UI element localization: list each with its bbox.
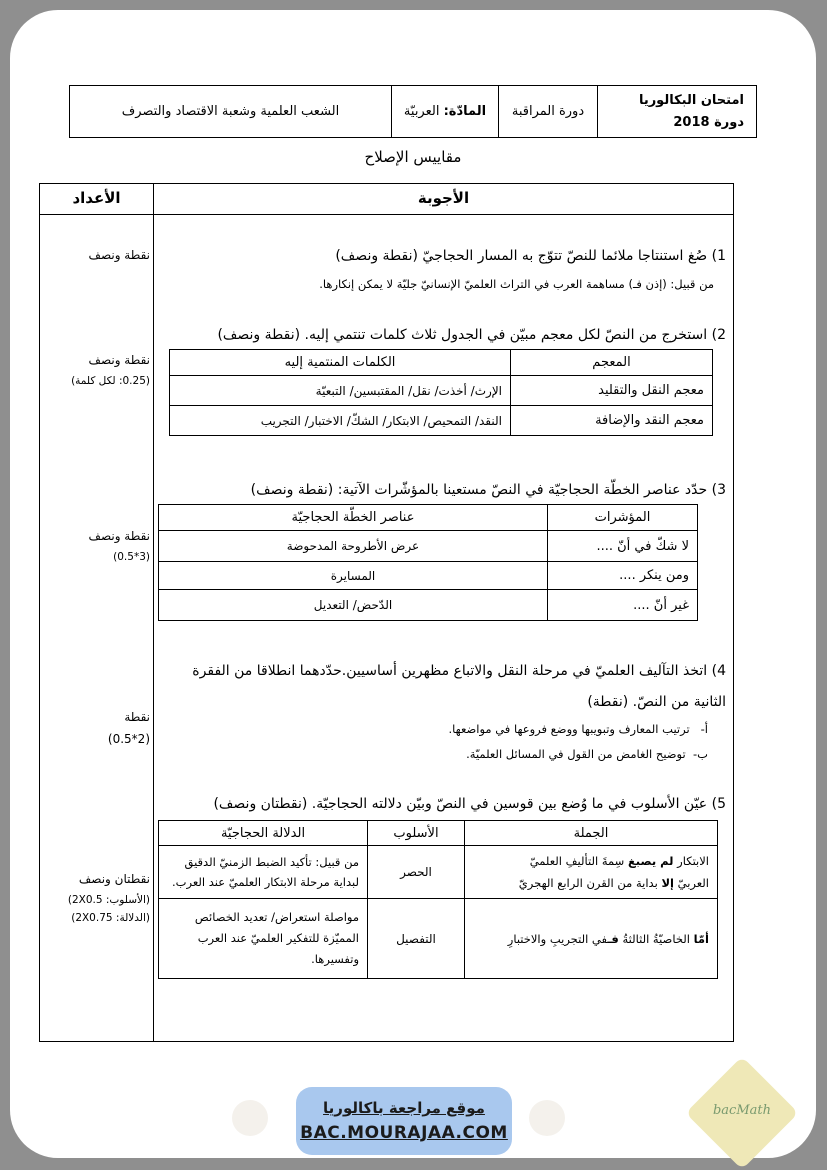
sentence-1: الابتكار لم يصبغ سِمةَ التأليفِ العلميّ العربيّ إلا بداية من القرن الرابع الهجريّ bbox=[465, 846, 718, 899]
sentence-2: أمّا الخاصيّةُ الثالثةُ فـفي التجريبِ والاختبارِ bbox=[465, 899, 718, 979]
question-2: 2) استخرج من النصّ لكل معجم مبيّن في الجدول ثلاث كلمات تنتمي إليه. (نقطة ونصف) bbox=[217, 327, 726, 343]
table-row: الابتكار لم يصبغ سِمةَ التأليفِ العلميّ العربيّ إلا بداية من القرن الرابع الهجريّ الحصر من قبيل: تأكيد الضبط الزمنيّ الدقيق لبداية مرحلة الابتكار العلميّ عند العرب. bbox=[159, 846, 718, 899]
site-logo-right bbox=[529, 1100, 565, 1136]
site-url[interactable]: BAC.MOURAJAA.COM bbox=[300, 1123, 508, 1143]
table-row: معجم النقل والتقليد الإرث/ أخذت/ نقل/ المقتبسين/ التبعيّة bbox=[170, 376, 713, 406]
marks-q2: نقطة ونصف (0.25: لكل كلمة) bbox=[71, 353, 150, 387]
question-4-line-1: 4) اتخذ التآليف العلميّ في مرحلة النقل والاتباع مظهرين أساسيين.حدّدهما انطلاقا من الفقرة bbox=[192, 663, 726, 679]
marks-q3: نقطة ونصف (3*0.5) bbox=[88, 529, 150, 563]
answers-column-header: الأجوبة bbox=[417, 189, 470, 207]
table-row: أمّا الخاصيّةُ الثالثةُ فـفي التجريبِ والاختبارِ التفصيل مواصلة استعراض/ تعديد الخصائص المميّزة للتفكير العلميّ عند العرب وتفسيرها. bbox=[159, 899, 718, 979]
exam-title: امتحان البكالوريا bbox=[638, 92, 744, 108]
question-3: 3) حدّد عناصر الخطّة الحجاجيّة في النصّ مستعينا بالمؤشّرات الآتية: (نقطة ونصف) bbox=[250, 482, 726, 498]
exam-title-cell bbox=[598, 86, 757, 138]
question-1: 1) صُغ استنتاجا ملائما للنصّ تتوّج به المسار الحجاجيّ (نقطة ونصف) bbox=[335, 248, 726, 264]
question-4-line-2: الثانية من النصّ. (نقطة) bbox=[587, 694, 726, 710]
subject-cell bbox=[392, 86, 499, 138]
lexicon-table bbox=[169, 349, 713, 436]
subject-value: العربيّة bbox=[403, 104, 440, 119]
answer-4b: ب- توضيح الغامض من القول في المسائل العلميّة. bbox=[466, 747, 708, 761]
marks-q4: نقطة (2*0.5) bbox=[107, 710, 150, 746]
lexicon-header-2: الكلمات المنتمية إليه bbox=[170, 350, 511, 376]
answer-4a: أ- ترتيب المعارف وتبويبها ووضع فروعها في مواضعها. bbox=[448, 722, 708, 736]
marks-column-header: الأعداد bbox=[72, 189, 121, 207]
table-row: معجم النقد والإضافة النقد/ التمحيص/ الابتكار/ الشكّ/ الاختبار/ التجريب bbox=[170, 406, 713, 436]
table-row: غير أنّ .... الدّحض/ التعديل bbox=[159, 590, 698, 621]
site-logo-left bbox=[232, 1100, 268, 1136]
site-banner[interactable] bbox=[296, 1087, 512, 1155]
bacmath-logo-text: bacMath bbox=[712, 1103, 771, 1118]
exam-year: دورة 2018 bbox=[673, 114, 744, 130]
marks-q5: نقطتان ونصف (الأسلوب: 2X0.5) (الدلالة: 2X0.75) bbox=[67, 872, 150, 924]
answer-1: من قبيل: (إذن فـ) مساهمة العرب في التراث العلميّ الإنسانيّ جليّة لا يمكن إنكارها. bbox=[319, 277, 714, 291]
lexicon-header-1: المعجم bbox=[511, 350, 713, 376]
question-5: 5) عيّن الأسلوب في ما وُضع بين قوسين في النصّ وبيّن دلالته الحجاجيّة. (نقطتان ونصف) bbox=[213, 796, 726, 812]
marks-q1: نقطة ونصف bbox=[88, 248, 150, 262]
session-cell: دورة المراقبة bbox=[499, 86, 598, 138]
document-page bbox=[10, 10, 816, 1158]
streams-cell: الشعب العلمية وشعبة الاقتصاد والتصرف bbox=[70, 86, 392, 138]
table-row: ومن ينكر .... المسايرة bbox=[159, 562, 698, 590]
exam-header-table bbox=[69, 85, 757, 138]
site-name: موقع مراجعة باكالوريا bbox=[323, 1099, 485, 1117]
style-table: الجملة الأسلوب الدلالة الحجاجيّة الابتكار لم يصبغ سِمةَ التأليفِ العلميّ العربيّ إلا بداية من القرن الرابع الهجريّ الحصر من قبيل: تأكيد الضبط الزمنيّ الدقيق لبداية مرحلة الابتكار العلميّ عند العرب. أمّا الخاصيّةُ الثالثةُ فـفي التجريبِ والاختبارِ التفصيل مواصلة استعراض/ تعديد الخصائص المميّزة للتفكير العلميّ عند العرب وتفسيرها. bbox=[158, 820, 718, 979]
argument-plan-table: المؤشرات عناصر الخطّة الحجاجيّة لا شكّ في أنّ .... عرض الأطروحة المدحوضة ومن ينكر .... المسايرة غير أنّ .... الدّحض/ التعديل bbox=[158, 504, 698, 621]
page-subtitle: مقاييس الإصلاح bbox=[364, 148, 462, 166]
table-row: لا شكّ في أنّ .... عرض الأطروحة المدحوضة bbox=[159, 531, 698, 562]
subject-label: المادّة: bbox=[443, 104, 487, 119]
